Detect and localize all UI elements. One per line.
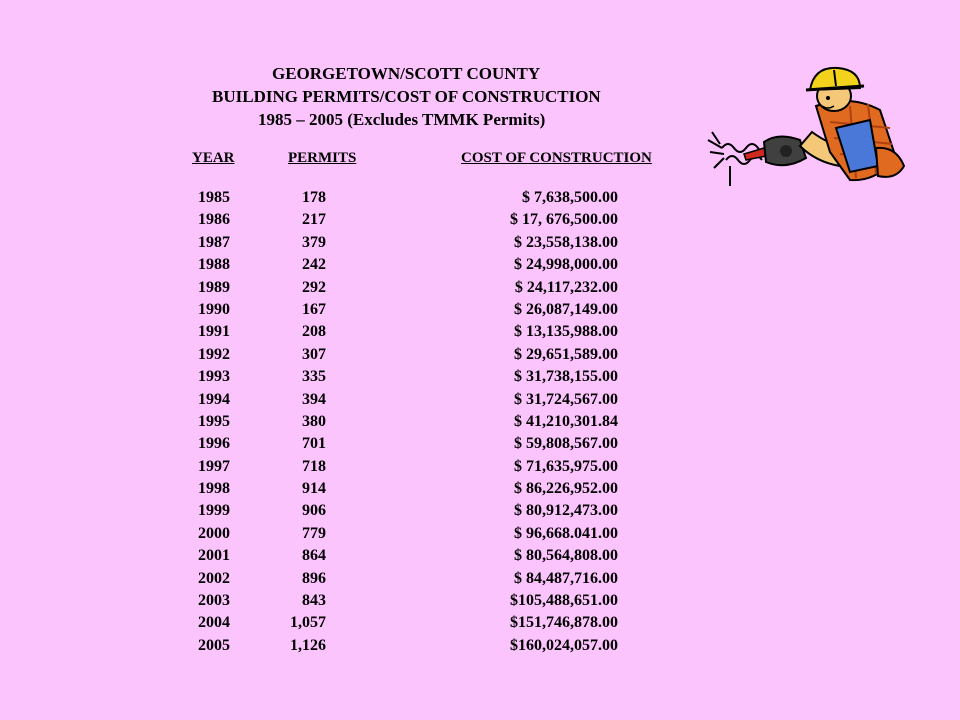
row-year: 1997: [198, 457, 230, 475]
table-row: [0, 547, 960, 569]
row-cost: $ 24,998,000.00: [514, 256, 618, 274]
row-permits: 380: [302, 412, 326, 430]
row-permits: 779: [302, 524, 326, 542]
row-permits: 718: [302, 457, 326, 475]
table-row: [0, 480, 960, 502]
row-permits: 335: [302, 368, 326, 386]
row-cost: $105,488,651.00: [510, 592, 618, 610]
row-year: 1995: [198, 412, 230, 430]
row-cost: $ 17, 676,500.00: [510, 211, 618, 229]
row-permits: 307: [302, 345, 326, 363]
table-row: [0, 301, 960, 323]
row-permits: 292: [302, 278, 326, 296]
table-row: [0, 570, 960, 592]
row-permits: 167: [302, 300, 326, 318]
row-year: 2003: [198, 592, 230, 610]
row-cost: $ 96,668.041.00: [514, 524, 618, 542]
table-row: [0, 323, 960, 345]
row-year: 2002: [198, 569, 230, 587]
row-cost: $ 29,651,589.00: [514, 345, 618, 363]
table-row: [0, 614, 960, 636]
table-row: [0, 637, 960, 659]
row-year: 1989: [198, 278, 230, 296]
row-year: 2005: [198, 636, 230, 654]
row-cost: $160,024,057.00: [510, 636, 618, 654]
title-line-1: GEORGETOWN/SCOTT COUNTY: [272, 64, 541, 83]
row-year: 1996: [198, 435, 230, 453]
row-permits: 914: [302, 480, 326, 498]
row-year: 1991: [198, 323, 230, 341]
table-row: [0, 279, 960, 301]
table-row: [0, 435, 960, 457]
row-cost: $ 23,558,138.00: [514, 233, 618, 251]
row-cost: $ 59,808,567.00: [514, 435, 618, 453]
table-row: [0, 525, 960, 547]
row-year: 1985: [198, 189, 230, 206]
table-row: [0, 234, 960, 256]
table-row: [0, 391, 960, 413]
row-permits: 843: [302, 592, 326, 610]
row-permits: 896: [302, 569, 326, 587]
row-permits: 1,057: [290, 614, 326, 632]
header-year: YEAR: [192, 150, 235, 166]
title-line-2: BUILDING PERMITS/COST OF CONSTRUCTION: [212, 87, 601, 106]
table-row: [0, 458, 960, 480]
row-permits: 906: [302, 502, 326, 520]
row-permits: 1,126: [290, 636, 326, 654]
permits-table: [0, 189, 960, 659]
header-permits: PERMITS: [288, 150, 357, 166]
row-year: 1999: [198, 502, 230, 520]
row-permits: 864: [302, 547, 326, 565]
row-cost: $ 84,487,716.00: [514, 569, 618, 587]
row-year: 2001: [198, 547, 230, 565]
row-year: 1992: [198, 345, 230, 363]
row-cost: $ 24,117,232.00: [514, 278, 618, 296]
row-year: 1988: [198, 256, 230, 274]
row-permits: 217: [302, 211, 326, 229]
table-row: [0, 368, 960, 390]
table-row: [0, 346, 960, 368]
row-year: 2004: [198, 614, 230, 632]
row-year: 1990: [198, 300, 230, 318]
row-year: 2000: [198, 524, 230, 542]
row-year: 1993: [198, 368, 230, 386]
table-row: [0, 502, 960, 524]
table-row: [0, 256, 960, 278]
row-cost: $ 80,912,473.00: [514, 502, 618, 520]
construction-worker-drill-icon: [700, 62, 920, 197]
row-cost: $ 41,210,301.84: [514, 412, 618, 430]
row-cost: $ 26,087,149.00: [514, 300, 618, 318]
title-line-3: 1985 – 2005 (Excludes TMMK Permits): [258, 110, 546, 129]
row-cost: $ 80,564,808.00: [514, 547, 618, 565]
table-row: [0, 592, 960, 614]
row-permits: 178: [302, 189, 326, 206]
row-cost: $ 86,226,952.00: [514, 480, 618, 498]
row-cost: $ 71,635,975.00: [514, 457, 618, 475]
row-permits: 394: [302, 390, 326, 408]
table-row: [0, 211, 960, 233]
row-cost: $151,746,878.00: [510, 614, 618, 632]
row-year: 1986: [198, 211, 230, 229]
row-permits: 242: [302, 256, 326, 274]
row-cost: $ 31,738,155.00: [514, 368, 618, 386]
row-cost: $ 13,135,988.00: [514, 323, 618, 341]
row-permits: 701: [302, 435, 326, 453]
header-cost: COST OF CONSTRUCTION: [461, 150, 652, 166]
row-permits: 379: [302, 233, 326, 251]
row-year: 1998: [198, 480, 230, 498]
row-cost: $ 31,724,567.00: [514, 390, 618, 408]
table-row: [0, 413, 960, 435]
row-year: 1994: [198, 390, 230, 408]
row-permits: 208: [302, 323, 326, 341]
row-year: 1987: [198, 233, 230, 251]
row-cost: $ 7,638,500.00: [522, 189, 618, 206]
